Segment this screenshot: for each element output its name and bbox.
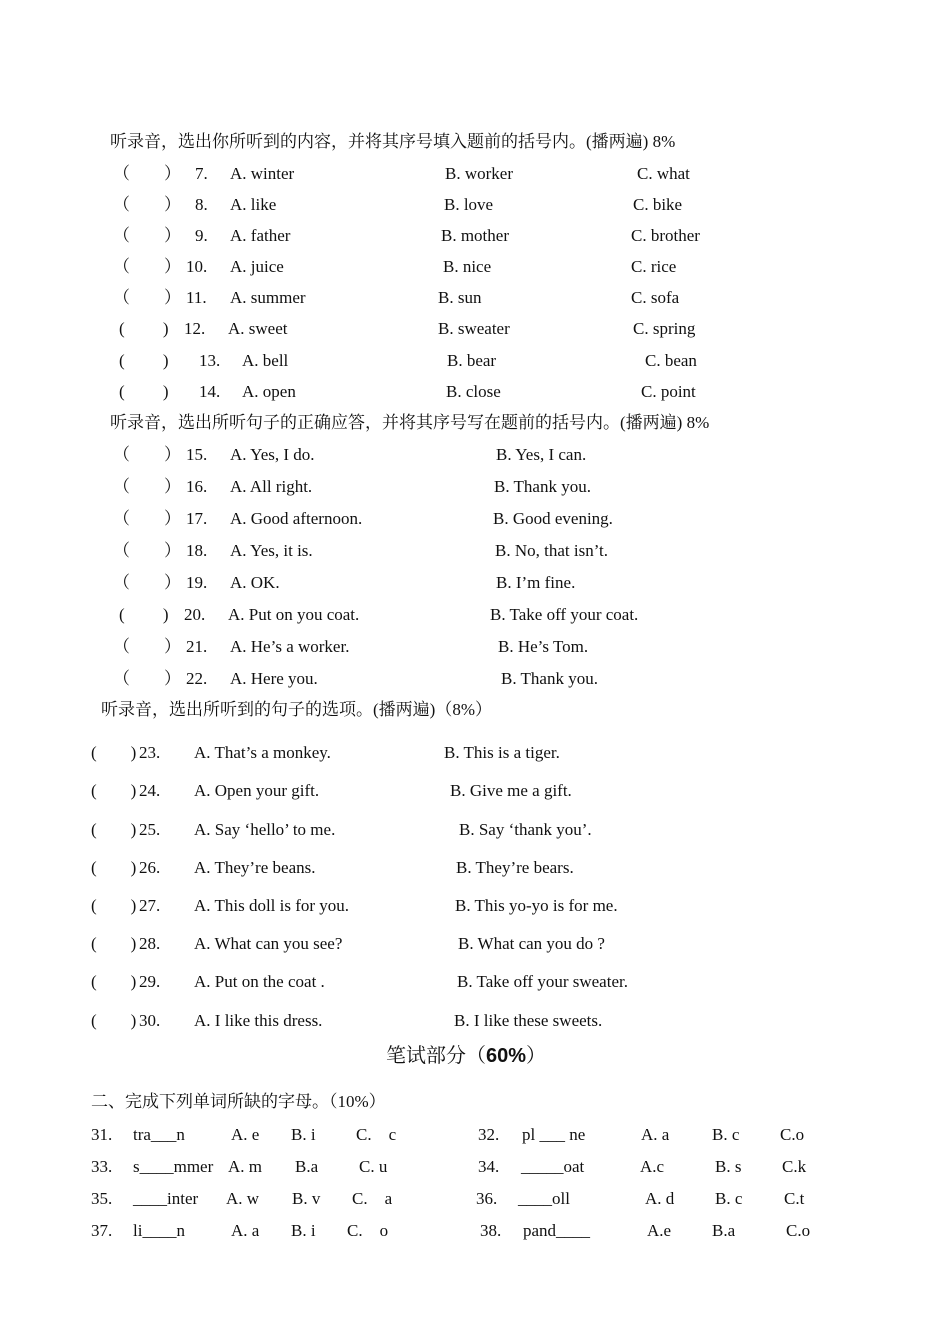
option-b: B. nice [443,257,492,276]
option-b: B. v [292,1189,321,1208]
option-a: A. This doll is for you. [194,896,350,915]
option-b: B. Good evening. [493,509,613,528]
option-c: C.k [782,1157,807,1176]
word-blank[interactable]: s____mmer [133,1157,214,1176]
answer-blank[interactable]: （ ） [113,445,181,464]
word-blank[interactable]: pand____ [523,1221,591,1240]
answer-blank[interactable]: ( ) [91,972,137,991]
answer-blank[interactable]: （ ） [113,164,181,183]
question-number: 12. [184,319,206,338]
option-b: B.a [295,1157,319,1176]
written-part-title [386,1045,546,1066]
answer-blank[interactable]: ( ) [119,351,169,370]
option-c: C. bean [645,351,697,370]
question-number: 35. [91,1189,113,1208]
option-c: C. bike [633,195,683,214]
answer-blank[interactable]: （ ） [113,288,181,307]
option-a: A.e [647,1221,672,1240]
option-a: A. Yes, it is. [230,541,313,560]
question-number: 15. [186,445,208,464]
option-b: B.a [712,1221,736,1240]
option-a: A. OK. [230,573,280,592]
answer-blank[interactable]: ( ) [91,896,137,915]
option-a: A. Open your gift. [194,781,320,800]
option-a: A. bell [242,351,289,370]
option-b: B. bear [447,351,497,370]
question-number: 37. [91,1221,113,1240]
section2-heading: 听录音，选出所听句子的正确应答，并将其序号写在题前的括号内。(播两遍) 8% [110,413,710,432]
option-b: B. i [291,1125,316,1144]
question-number: 16. [186,477,208,496]
option-a: A. open [242,382,296,401]
section4-heading: 二、完成下列单词所缺的字母。（10%） [91,1092,386,1111]
answer-blank[interactable]: ( ) [91,781,137,800]
option-b: B. He’s Tom. [498,637,589,656]
answer-blank[interactable]: ( ) [91,934,137,953]
option-b: B. Thank you. [501,669,598,688]
option-b: B. close [446,382,501,401]
option-c: C.o [780,1125,805,1144]
answer-blank[interactable]: ( ) [119,382,169,401]
option-b: B. worker [445,164,513,183]
question-number: 26. [139,858,161,877]
word-blank[interactable]: pl ___ ne [522,1125,586,1144]
question-number: 21. [186,637,208,656]
option-c: C. rice [631,257,677,276]
question-number: 33. [91,1157,113,1176]
option-b: B. Yes, I can. [496,445,587,464]
answer-blank[interactable]: ( ) [91,743,137,762]
answer-blank[interactable]: （ ） [113,195,181,214]
question-number: 14. [199,382,221,401]
question-number: 30. [139,1011,161,1030]
question-number: 19. [186,573,208,592]
option-a: A. Here you. [230,669,318,688]
option-a: A. summer [230,288,306,307]
question-number: 32. [478,1125,500,1144]
option-a: A. d [645,1189,675,1208]
option-a: A. e [231,1125,260,1144]
option-b: B. love [444,195,494,214]
option-b: B. What can you do ? [458,934,605,953]
word-blank[interactable]: _____oat [521,1157,585,1176]
option-a: A. What can you see? [194,934,343,953]
option-b: B. No, that isn’t. [495,541,609,560]
answer-blank[interactable]: ( ) [91,858,137,877]
option-b: B. sweater [438,319,510,338]
title-close: ） [526,1043,547,1067]
question-number: 10. [186,257,208,276]
question-number: 17. [186,509,208,528]
answer-blank[interactable]: ( ) [91,820,137,839]
answer-blank[interactable]: ( ) [91,1011,137,1030]
option-c: C. o [347,1221,389,1240]
word-blank[interactable]: li____n [133,1221,185,1240]
option-c: C.o [786,1221,811,1240]
question-number: 31. [91,1125,113,1144]
question-number: 28. [139,934,161,953]
question-number: 27. [139,896,161,915]
option-c: C. u [359,1157,388,1176]
question-number: 34. [478,1157,500,1176]
option-a: A. winter [230,164,295,183]
option-b: B. Take off your sweater. [457,972,628,991]
title-text: 笔试部分（ [386,1043,486,1067]
option-b: B. Say ‘thank you’. [459,820,592,839]
answer-blank[interactable]: （ ） [113,541,181,560]
option-b: B. i [291,1221,316,1240]
option-a: A. He’s a worker. [230,637,350,656]
option-b: B. This yo-yo is for me. [455,896,618,915]
option-b: B. They’re bears. [456,858,574,877]
option-b: B. This is a tiger. [444,743,560,762]
question-number: 38. [480,1221,502,1240]
option-c: C. spring [633,319,696,338]
answer-blank[interactable]: （ ） [113,669,181,688]
option-a: A. Yes, I do. [230,445,315,464]
option-b: B. I like these sweets. [454,1011,603,1030]
option-b: B. s [715,1157,742,1176]
option-b: B. Thank you. [494,477,591,496]
option-c: C. brother [631,226,700,245]
option-b: B. c [715,1189,743,1208]
option-a: A. sweet [228,319,288,338]
answer-blank[interactable]: （ ） [113,509,181,528]
option-a: A. a [231,1221,260,1240]
option-c: C. a [352,1189,393,1208]
option-c: C. sofa [631,288,680,307]
option-b: B. c [712,1125,740,1144]
question-number: 18. [186,541,208,560]
option-a: A. w [226,1189,260,1208]
question-number: 25. [139,820,161,839]
question-number: 24. [139,781,161,800]
answer-blank[interactable]: （ ） [113,226,181,245]
option-a: A. juice [230,257,284,276]
option-a: A. like [230,195,277,214]
option-a: A.c [640,1157,665,1176]
answer-blank[interactable]: ( ) [119,319,169,338]
question-number: 36. [476,1189,498,1208]
answer-blank[interactable]: （ ） [113,257,181,276]
option-a: A. a [641,1125,670,1144]
option-c: C. what [637,164,690,183]
option-a: A. They’re beans. [194,858,316,877]
option-b: B. Take off your coat. [490,605,639,624]
section1-heading: 听录音，选出你所听到的内容，并将其序号填入题前的括号内。(播两遍) 8% [110,132,676,151]
answer-blank[interactable]: （ ） [113,477,181,496]
question-number: 22. [186,669,208,688]
option-c: C. c [356,1125,397,1144]
option-a: A. All right. [230,477,313,496]
title-percent: 60% [486,1045,527,1067]
option-c: C.t [784,1189,805,1208]
option-a: A. m [228,1157,262,1176]
word-blank[interactable]: ____inter [133,1189,199,1208]
answer-blank[interactable]: ( ) [119,605,169,624]
option-a: A. That’s a monkey. [194,743,331,762]
option-b: B. sun [438,288,482,307]
question-number: 29. [139,972,161,991]
word-blank[interactable]: ____oll [518,1189,570,1208]
option-a: A. Good afternoon. [230,509,363,528]
question-number: 23. [139,743,161,762]
option-c: C. point [641,382,696,401]
word-blank[interactable]: tra___n [133,1125,185,1144]
option-a: A. Put on you coat. [228,605,360,624]
question-number: 7. [195,164,208,183]
question-number: 11. [186,288,207,307]
option-a: A. father [230,226,291,245]
section3-heading: 听录音，选出所听到的句子的选项。(播两遍)（8%） [101,700,492,719]
question-number: 20. [184,605,206,624]
answer-blank[interactable]: （ ） [113,573,181,592]
option-b: B. Give me a gift. [450,781,572,800]
question-number: 8. [195,195,208,214]
question-number: 13. [199,351,221,370]
option-b: B. I’m fine. [496,573,576,592]
question-number: 9. [195,226,208,245]
option-a: A. Say ‘hello’ to me. [194,820,336,839]
option-a: A. I like this dress. [194,1011,323,1030]
answer-blank[interactable]: （ ） [113,637,181,656]
option-a: A. Put on the coat . [194,972,325,991]
option-b: B. mother [441,226,509,245]
